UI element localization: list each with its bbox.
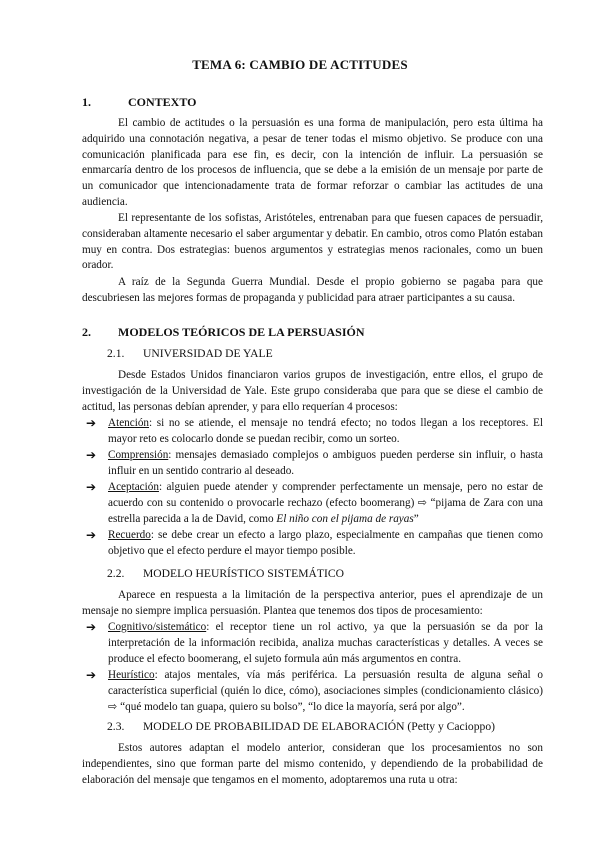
document-title: TEMA 6: CAMBIO DE ACTITUDES [192,57,408,72]
list-item-comprension [84,448,543,480]
list-item-term: Cognitivo/sistemático [108,621,207,633]
list-item-term: Recuerdo [108,529,151,541]
list-item-term: Comprensión [108,449,169,461]
list-item-term: Aceptación [108,481,159,493]
section-1-paragraph-3: A raíz de la Segunda Guerra Mundial. Desde el propio gobierno se pagaba para que descubriesen las mejores formas de propaganda y publicidad para atraer participantes a su causa. [82,276,543,304]
subsection-2-3-heading [107,720,495,733]
list-item-text: : el receptor tiene un rol activo, ya que la persuasión se da por la interpretación de la información recibida, analiza muchas características y detalles. A veces se produce el efecto boomerang, el sujeto formula aún más argumentos en contra. [108,621,543,665]
quote-close: ” [413,512,419,525]
list-item-term: Atención [108,417,150,429]
subsection-2-3-number: 2.3. [107,720,125,733]
book-title: El niño con el pijama de rayas [276,512,414,525]
arrow-icon: ➔ [86,448,97,462]
subsection-2-2-intro: Aparece en respuesta a la limitación de la perspectiva anterior, pues el aprendizaje de un mensaje no siempre implica persuasión. Plantea que tenemos dos tipos de procesamiento: [82,589,543,617]
subsection-2-2-number: 2.2. [107,567,125,580]
subsection-2-1-title: UNIVERSIDAD DE YALE [143,347,273,360]
section-2-title: MODELOS TEÓRICOS DE LA PERSUASIÓN [118,325,365,339]
arrow-icon: ➔ [86,480,97,494]
subsection-2-1-number: 2.1. [107,347,125,360]
subsection-2-2-heading [107,567,344,580]
section-1-paragraph-1: El cambio de actitudes o la persuasión es una forma de manipulación, pero esta última ha adquirido una connotación negativa, a pesar de tener todas el mismo objetivo. Se produce con una comunicación planificada para ese fin, es decir, con la intención de influir. La persuasión se enmarcaría dentro de los procesos de influencia, que se debe a la emisión de un mensaje por parte de un comunicador que intencionadamente trata de formar reforzar o cambiar las actitudes de una audiencia. [82,117,543,208]
list-item-heuristico [84,668,543,715]
section-2-number: 2. [82,325,91,339]
subsection-2-3-title: MODELO DE PROBABILIDAD DE ELABORACIÓN (Petty y Cacioppo) [143,720,495,733]
list-item-aceptacion [84,480,543,527]
subsection-2-1-heading [107,347,273,360]
list-item-cognitivo [84,620,543,667]
section-1-number: 1. [82,95,91,109]
list-item-text: : si no se atiende, el mensaje no tendrá efecto; no todos llegan a los receptores. El mayor reto es colocarlo donde se puedan recibir, como un sorteo. [108,417,543,445]
list-item-atencion [84,416,543,448]
arrow-icon: ➔ [86,528,97,542]
subsection-2-2-title: MODELO HEURÍSTICO SISTEMÁTICO [143,567,344,580]
list-item-text: : atajos mentales, vía más periférica. La persuasión resulta de alguna señal o característica superficial (quién lo dice, cómo), asociaciones simples (condicionamiento clásico) ⇨ “qué modelo tan guapa, quiero su bolso”, “lo dice la mayoría, será por algo”. [108,669,543,713]
list-item-text: : mensajes demasiado complejos o ambiguos pueden perderse sin influir, o hasta influir en un sentido contrario al deseado. [108,449,543,477]
section-2-heading [82,325,365,340]
list-item-text: : alguien puede atender y comprender perfectamente un mensaje, pero no estar de acuerdo con su contenido o provocarle rechazo (efecto boomerang) ⇨ “pijama de Zara con una estrella parecida a la de David, como [108,481,543,525]
arrow-icon: ➔ [86,620,97,634]
list-item-term: Heurístico [108,669,155,681]
subsection-2-3-intro: Estos autores adaptan el modelo anterior, consideran que los procesamientos no son independientes, sino que forman parte del mismo contenido, y dependiendo de la probabilidad de elaboración del mensaje que tengamos en el momento, adoptaremos una ruta u otra: [82,742,543,786]
arrow-icon: ➔ [86,416,97,430]
list-item-recuerdo [84,528,543,560]
list-item-text: : se debe crear un efecto a largo plazo, especialmente en campañas que tienen como objetivo que el efecto perdure el mayor tiempo posible. [108,529,543,557]
section-1-heading [82,95,196,110]
arrow-icon: ➔ [86,668,97,682]
subsection-2-1-intro: Desde Estados Unidos financiaron varios grupos de investigación, entre ellos, el grupo de investigación de la Universidad de Yale. Este grupo consideraba que para que se diese el cambio de actitud, las personas debían aprender, y para ello requerían 4 procesos: [82,369,543,413]
section-1-paragraph-2: El representante de los sofistas, Aristóteles, entrenaban para que fuesen capaces de persuadir, consideraban altamente necesario el saber argumentar y debatir. En cambio, otros como Platón estaban muy en contra. Dos estrategias: buenos argumentos y estrategias menos racionales, como un buen orador. [82,212,543,272]
section-1-title: CONTEXTO [128,95,197,109]
